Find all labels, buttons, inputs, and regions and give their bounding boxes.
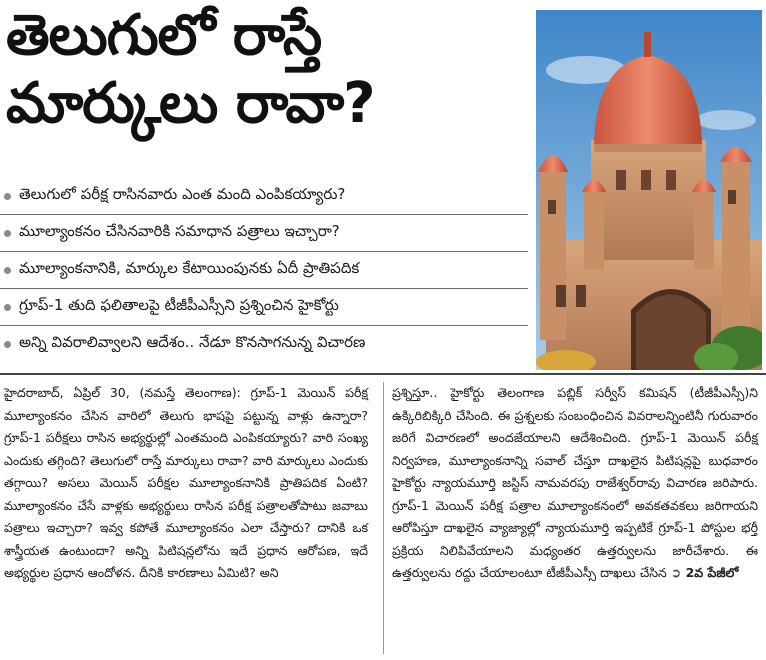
bullet-item (0, 326, 528, 362)
bullet-text: మూల్యాంకనం చేసినవారికి సమాధాన పత్రాలు ఇచ్చారా? (19, 222, 340, 240)
bullet-item (0, 289, 528, 326)
bullet-dot-icon (4, 193, 11, 200)
bullet-dot-icon (4, 304, 11, 311)
bullet-text: తెలుగులో పరీక్ష రాసినవారు ఎంత మంది ఎంపికయ్యారు? (19, 185, 346, 203)
bullet-item (0, 215, 528, 252)
continue-arrow-icon: ➲ (670, 565, 682, 580)
bullet-text: అన్ని వివరాలివ్వాలని ఆదేశం.. నేడూ కొనసాగనున్న విచారణ (19, 333, 366, 351)
article-text-right (392, 382, 758, 585)
continued-label: 2వ పేజీలో (685, 565, 739, 580)
article-column-left (4, 382, 368, 585)
bullet-dot-icon (4, 230, 11, 237)
headline-line-2: మార్కులు రావా? (6, 71, 375, 136)
column-divider (383, 382, 384, 654)
bullet-item (0, 178, 528, 215)
bullet-list (0, 178, 528, 362)
headline-line-1: తెలుగులో రాస్తే (6, 3, 322, 68)
high-court-photo (536, 10, 762, 370)
article-text-left: హైదరాబాద్‌, ఏప్రిల్‌ 30, (నమస్తే తెలంగాణ): గ్రూప్‌-1 మెయిన్‌ పరీక్ష మూల్యాంకనం చేసిన వారిలో తెలుగు భాషపై పట్టున్న వాళ్లు ఉన్నారా? గ్రూప్‌-1 పరీక్షలు రాసిన అభ్యర్థుల్లో ఎంతమంది ఎంపికయ్యారు? వారి సంఖ్య ఎందుకు తగ్గింది? తెలుగులో రాస్తే మార్కులు రావా? వారి మార్కులు ఎందుకు తగ్గాయి? అసలు మెయిన్‌ పరీక్షల మూల్యాంకనానికి ప్రాతిపదిక ఏంటి? మూల్యాంకనం చేసే వాళ్లకు అభ్యర్థులు రాసిన పరీక్ష పత్రాలతోపాటు జవాబు పత్రాలు ఇచ్చారా? ఇవ్వ కపోతే మూల్యాంకనం ఎలా చేస్తారు? దానికి ఒక శాస్త్రీయత ఉంటుందా? అన్ని పిటిషన్లలోను ఇదే ప్రధాన ఆరోపణ, ఇదే అభ్యర్థుల ప్రధాన ఆందోళన. దీనికి కారణాలు ఏమిటి? అని (4, 385, 368, 580)
bullet-dot-icon (4, 267, 11, 274)
bullet-text: మూల్యాంకనానికి, మార్కుల కేటాయింపునకు ఏదీ ప్రాతిపదిక (19, 259, 360, 277)
bullet-text: గ్రూప్‌-1 తుది ఫలితాలపై టీజీపీఎస్సీని ప్రశ్నించిన హైకోర్టు (19, 296, 339, 314)
continued-on-page (671, 565, 739, 580)
bullet-item (0, 252, 528, 289)
section-divider (0, 373, 766, 375)
article-column-right (392, 382, 758, 585)
headline (6, 3, 526, 136)
bullet-dot-icon (4, 341, 11, 348)
article-text-right-body: ప్రశ్నిస్తూ.. హైకోర్టు తెలంగాణ పబ్లిక్‌ సర్వీస్‌ కమిషన్‌ (టీజీపీఎస్సీ)ని ఉక్కిరిబిక్కిరి చేసింది. ఈ ప్రశ్నలకు సంబంధించిన వివరాలన్నింటినీ గురువారం జరిగే విచారణలో అందజేయాలని ఆదేశించింది. గ్రూప్‌-1 మెయిన్‌ పరీక్ష నిర్వహణ, మూల్యాంకనాన్ని సవాల్‌ చేస్తూ దాఖలైన పిటిషన్లపై బుధవారం హైకోర్టు న్యాయమూర్తి జస్టిస్‌ నామవరపు రాజేశ్వర్‌రావు విచారణ జరిపారు. గ్రూప్‌-1 మెయిన్‌ పరీక్ష పత్రాల మూల్యాంకనంలో అవకతవకలు జరిగాయని ఆరోపిస్తూ దాఖలైన వ్యాజ్యాల్లో న్యాయమూర్తి ఇప్పటికే గ్రూప్‌-1 పోస్టుల భర్తీ ప్రక్రియ నిలిపివేయాలని మధ్యంతర ఉత్తర్వులను జారీచేశారు. ఈ ఉత్తర్వులను రద్దు చేయాలంటూ టీజీపీఎస్సీ దాఖలు చేసిన (392, 385, 758, 580)
